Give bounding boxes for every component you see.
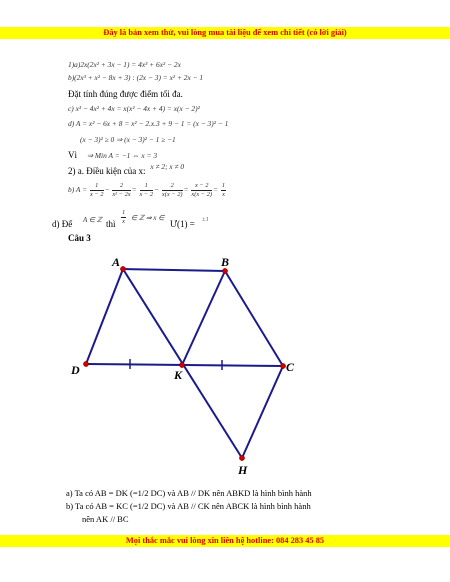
condition-math: x ≠ 2; x ≠ 0 [150, 162, 185, 171]
segment-ab [123, 269, 225, 271]
eq-line-1a: 1)a)2x(2x² + 3x − 1) = 4x³ + 6x² − 2x [68, 60, 181, 69]
min-expression: ⇒ Min A = −1 ⇔ x = 3 [86, 151, 158, 160]
segment-bc [225, 271, 283, 366]
fraction: $\frac{1}{x}$ [221, 182, 226, 198]
vertex-d [83, 361, 88, 366]
condition-text: 2) a. Điều kiện của x: [68, 166, 146, 176]
part-d-math2: ∈ ℤ ⇒ x ∈ [131, 214, 165, 222]
label-c: C [286, 360, 295, 374]
question-3-title: Câu 3 [68, 233, 91, 243]
eq-line-1b: b)(2x³ + x² − 8x + 3) : (2x − 3) = x² + 2x − 1 [68, 73, 204, 82]
note-line: Đặt tính đúng được điểm tối đa. [68, 89, 183, 99]
preview-banner: Đây là bản xem thử, vui lòng mua tài liệu để xem chi tiết (có lời giải) [0, 27, 450, 39]
vertex-a [120, 266, 125, 271]
vertex-c [280, 363, 285, 368]
eq-line-1c: c) x³ − 4x² + 4x = x(x² − 4x + 4) = x(x − 2)² [68, 104, 200, 113]
part-d-u: Ư(1) = [170, 219, 195, 229]
answer-b: b) Ta có AB = KC (=1/2 DC) và AB // CK nên ABCK là hình bình hành [66, 501, 311, 511]
fraction: $\frac{2}{\text{x² − 2x}}$ [112, 182, 131, 198]
part-d-thi: thì [106, 219, 116, 229]
eq-line-ineq: (x − 3)² ≥ 0 ⇒ (x − 3)² − 1 ≥ −1 [80, 135, 176, 144]
fraction: $\frac{1}{x - 2}$ [139, 182, 154, 198]
label-b: B [221, 255, 230, 269]
segment-ch [242, 366, 283, 458]
vertex-b [222, 268, 227, 273]
segment-bk [182, 271, 225, 365]
vertex-k [179, 362, 184, 367]
label-a: A [112, 255, 121, 269]
fraction: $\frac{1}{x}$ [122, 208, 126, 225]
vertex-h [239, 455, 244, 460]
segment-ad [86, 269, 123, 364]
part-d-pm: ±1 [202, 216, 209, 223]
label-k: K [174, 368, 183, 382]
eq-line-2b: b) A = $\frac{1}{x - 2}$ − $\frac{2}{\text{x² − 2x}}$ = $\frac{1}{x - 2}$ − $\frac{2}{x(x - 2)}$ = $\frac{x - 2}{x(x - 2)}$ = $\frac{1}{x}$ [68, 182, 226, 198]
answer-b-cont: nên AK // BC [82, 514, 129, 524]
fraction: $\frac{x - 2}{x(x - 2)}$ [191, 182, 213, 198]
part-d-label: d) Để [52, 219, 73, 229]
eq-line-1d: d) A = x² − 6x + 8 = x² − 2.x.3 + 9 − 1 = (x − 3)² − 1 [68, 119, 229, 128]
vi-label: Vì [68, 150, 77, 160]
hotline-banner: Mọi thắc mắc vui lòng xin liên hệ hotline: 084 283 45 85 [0, 535, 450, 547]
answer-a: a) Ta có AB = DK (=1/2 DC) và AB // DK nên ABKD là hình bình hành [66, 488, 312, 498]
part-d-math1: A ∈ ℤ [83, 216, 102, 224]
label-h: H [238, 463, 248, 477]
eq-2b-label: b) A = [68, 185, 88, 195]
label-d: D [71, 363, 80, 377]
fraction: $\frac{2}{x(x - 2)}$ [161, 182, 183, 198]
fraction: $\frac{1}{x - 2}$ [89, 182, 104, 198]
